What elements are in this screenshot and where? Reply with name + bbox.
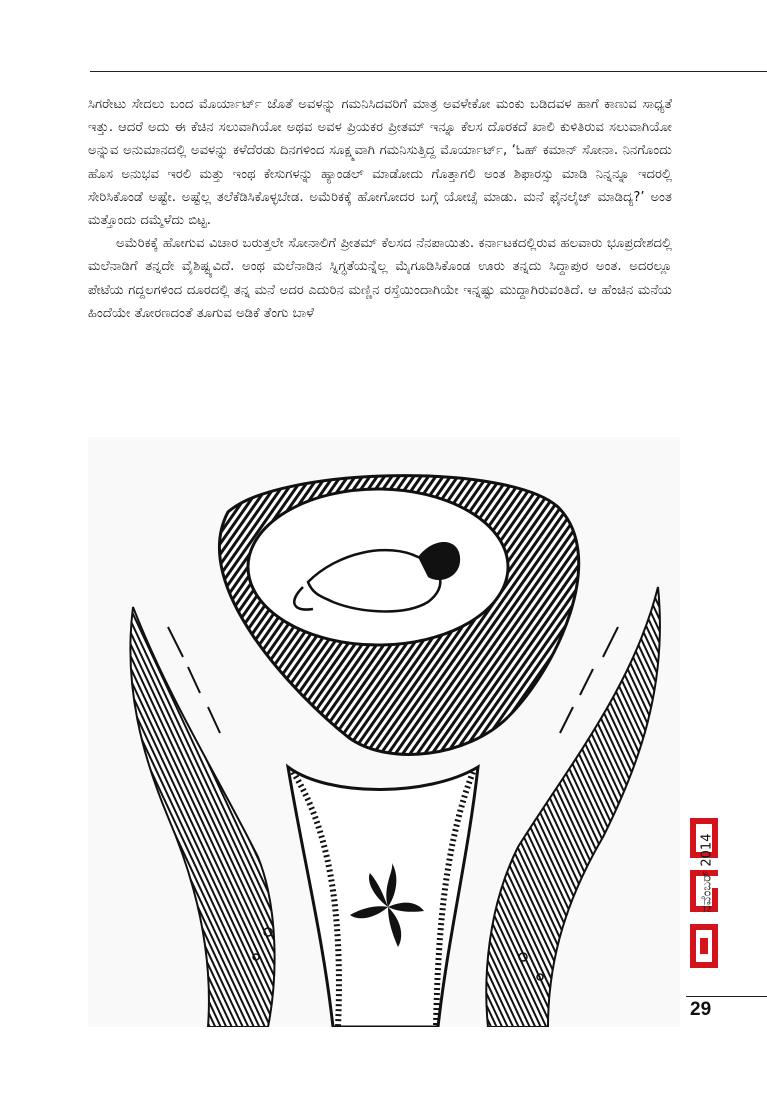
article-paragraph-1: ಸಿಗರೇಟು ಸೇದಲು ಬಂದ ಮೊರ್ಯಾರ್ಟ್ ಜೊತೆ ಅವಳನ್ನು ಗಮನಿಸಿದವರಿಗೆ ಮಾತ್ರ ಅವಳೇಕೋ ಮಂಕು ಬಡಿದವಳ ಹಾಗೆ ಕಾಣುವ ಸಾಧ್ಯತೆ ಇತ್ತು. ಆದರೆ ಅದು ಈ ಕೆಚಿನ ಸಲುವಾಗಿಯೋ ಅಥವ ಅವಳ ಪ್ರಿಯಕರ ಪ್ರೀತಮ್ ಇನ್ನೂ ಕೆಲಸ ದೊರಕದೆ ಖಾಲಿ ಕುಳಿತಿರುವ ಸಲುವಾಗಿಯೋ ಅನ್ನುವ ಅನುಮಾನದಲ್ಲಿ ಅವಳನ್ನು ಕಳೆದೆರಡು ದಿನಗಳಿಂದ ಸೂಕ್ಷ್ಮವಾಗಿ ಗಮನಿಸುತ್ತಿದ್ದ ಮೊರ್ಯಾರ್ಟ್, ‘ಓಹ್ ಕಮಾನ್ ಸೋನಾ. ನಿನಗೊಂದು ಹೊಸ ಅನುಭವ ಇರಲಿ ಮತ್ತು ಇಂಥ ಕೇಸುಗಳನ್ನು ಹ್ಯಾಂಡಲ್ ಮಾಡೋದು ಗೊತ್ತಾಗಲಿ ಅಂತ ಶಿಫಾರಸ್ಸು ಮಾಡಿ ನಿನ್ನನ್ನೂ ಇದರಲ್ಲಿ ಸೇರಿಸಿಕೊಂಡೆ ಅಷ್ಟೇ. ಅಷ್ಟೆಲ್ಲ ತಲೆಕೆಡಿಸಿಕೊಳ್ಳಬೇಡ. ಅಮೆರಿಕಕ್ಕೆ ಹೋಗೋದರ ಬಗ್ಗೆ ಯೋಚ್ಸೆ ಮಾಡು. ಮನೆ ಫೈನಲೈಜ್ ಮಾಡಿದ್ಯ?’ ಅಂತ ಮತ್ತೊಂದು ದಮ್ಮೆಳೆದು ಬಿಟ್ಟ. — [88, 97, 672, 229]
issue-date — [700, 798, 714, 948]
page-number-divider — [686, 996, 767, 997]
ink-drawing — [88, 437, 680, 1027]
issue-date-label: ನವೆಂಬರ್ 2014 — [699, 833, 715, 913]
page-number: 29 — [690, 999, 712, 1020]
story-illustration — [88, 437, 680, 1027]
article-paragraph-2: ಅಮೆರಿಕಕ್ಕೆ ಹೋಗುವ ವಿಚಾರ ಬರುತ್ತಲೇ ಸೋನಾಲಿಗೆ ಪ್ರೀತಮ್ ಕೆಲಸದ ನೆನಪಾಯಿತು. ಕರ್ನಾಟಕದಲ್ಲಿರುವ ಹಲವಾರು ಭೂಪ್ರದೇಶದಲ್ಲಿ ಮಲೆನಾಡಿಗೆ ತನ್ನದೇ ವೈಶಿಷ್ಟ್ಯವಿದೆ. ಅಂಥ ಮಲೆನಾಡಿನ ಸ್ನಿಗ್ಧತೆಯನ್ನೆಲ್ಲ ಮೈಗೂಡಿಸಿಕೊಂಡ ಊರು ತನ್ನದು ಸಿದ್ದಾಪುರ ಅಂತ. ಅದರಲ್ಲೂ ಪೇಟೆಯ ಗದ್ದಲಗಳಿಂದ ದೂರದಲ್ಲಿ ತನ್ನ ಮನೆ ಅದರ ಎದುರಿನ ಮಣ್ಣಿನ ರಸ್ತೆಯಿಂದಾಗಿಯೇ ಇನ್ನಷ್ಟು ಮುದ್ದಾಗಿರುವಂತಿದೆ. ಆ ಹೆಂಚಿನ ಮನೆಯ ಹಿಂದೆಯೇ ತೋರಣದಂತೆ ತೂಗುವ ಅಡಿಕೆ ತೆಂಗು ಬಾಳೆ — [88, 236, 672, 321]
top-divider — [90, 71, 767, 72]
article-body — [88, 93, 672, 325]
